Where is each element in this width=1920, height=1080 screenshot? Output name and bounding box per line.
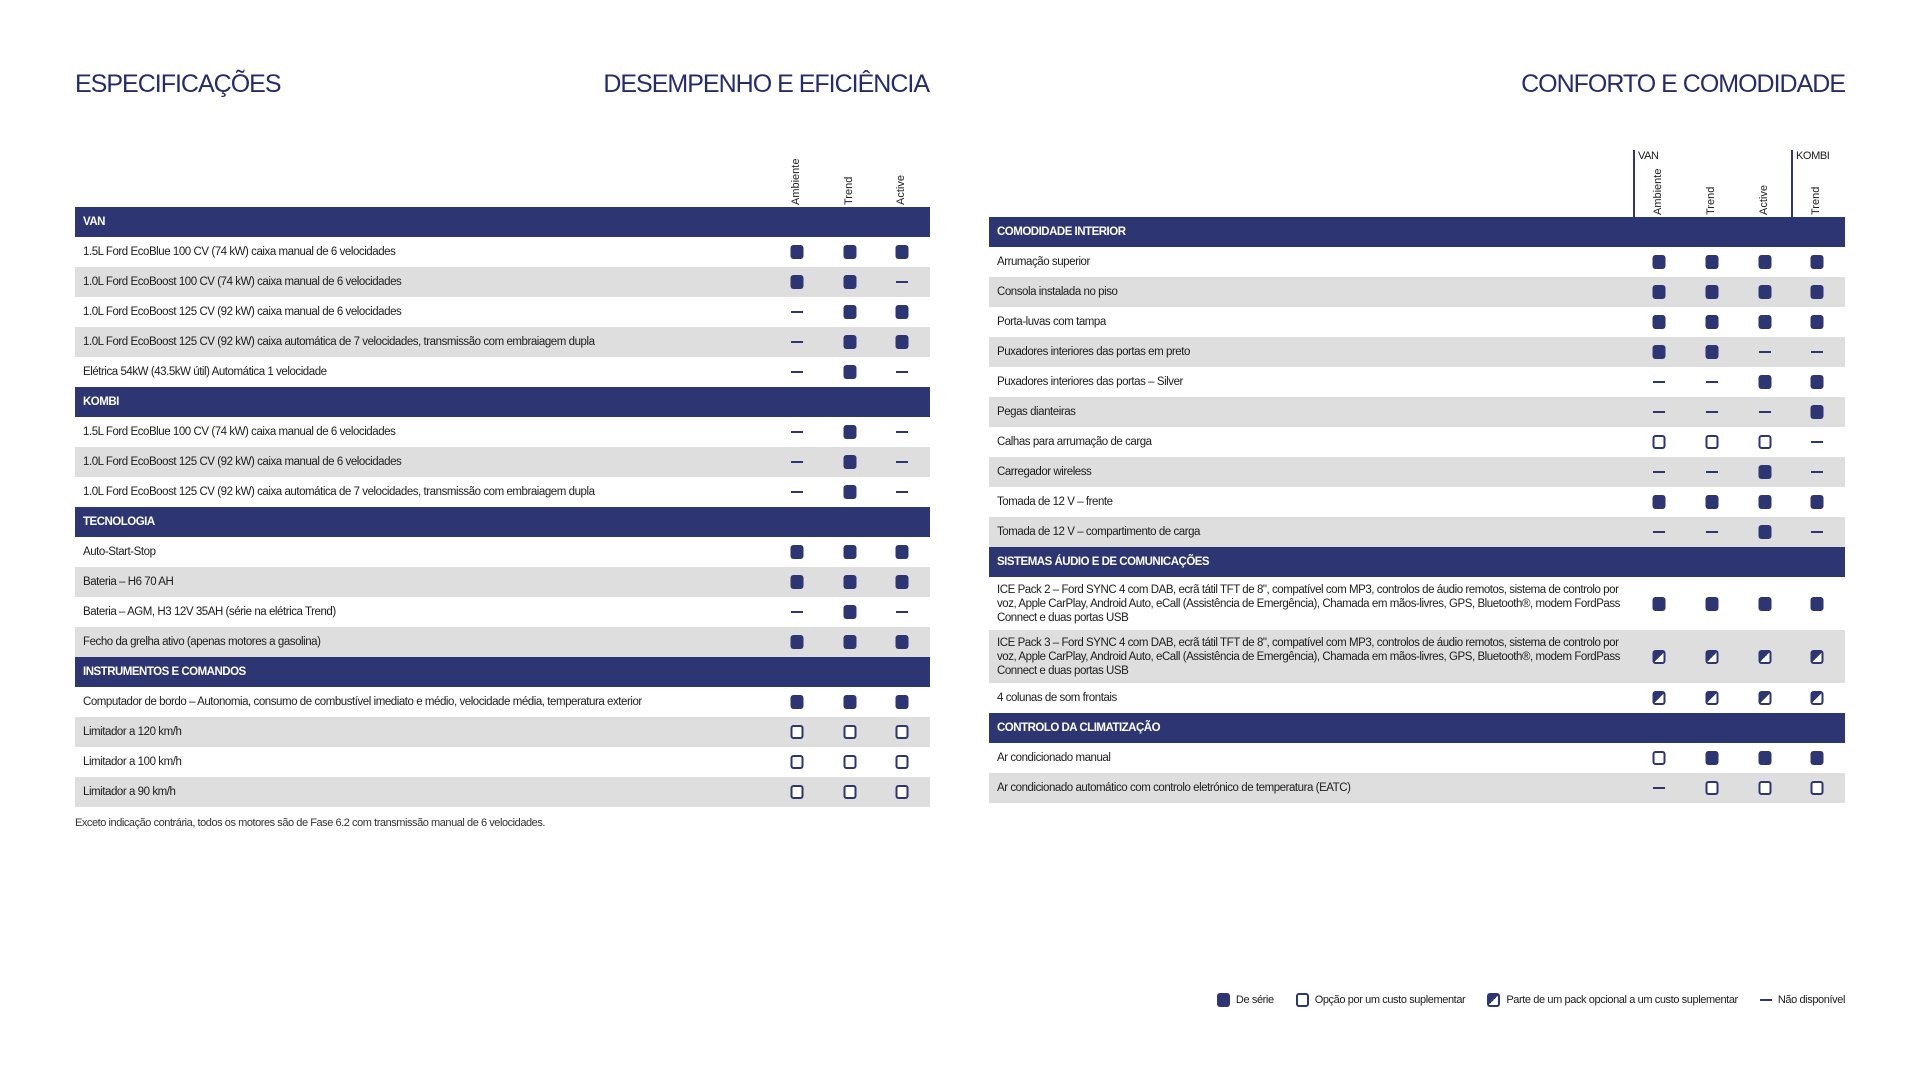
standard-filled-square-icon [1811, 375, 1824, 389]
not-available-dash-icon [1811, 531, 1823, 533]
table-row [75, 447, 930, 477]
standard-filled-square-icon [844, 425, 857, 439]
section-header: KOMBI [75, 387, 930, 417]
table-row [75, 477, 930, 507]
optional-empty-square-icon [791, 755, 804, 769]
not-available-dash-icon [791, 461, 803, 463]
standard-filled-square-icon [791, 245, 804, 259]
optional-empty-square-icon [896, 725, 909, 739]
not-available-dash-icon [1653, 531, 1665, 533]
not-available-dash-icon [1706, 471, 1718, 473]
table-row [75, 537, 930, 567]
legend-item [1487, 993, 1738, 1007]
row-label: Elétrica 54kW (43.5kW útil) Automática 1 velocidade [83, 366, 327, 378]
not-available-dash-icon [1653, 411, 1665, 413]
standard-filled-square-icon [1811, 315, 1824, 329]
optional-empty-square-icon [896, 785, 909, 799]
optional-empty-square-icon [896, 755, 909, 769]
table-row [989, 457, 1845, 487]
row-label: 1.0L Ford EcoBoost 100 CV (74 kW) caixa manual de 6 velocidades [83, 276, 402, 288]
standard-filled-square-icon [1706, 315, 1719, 329]
row-label: Porta-luvas com tampa [997, 316, 1106, 328]
row-label: Auto-Start-Stop [83, 546, 156, 558]
optional-empty-square-icon [1653, 751, 1666, 765]
standard-filled-square-icon [1759, 525, 1772, 539]
pack-half-square-icon [1653, 691, 1666, 705]
legend-label: Parte de um pack opcional a um custo suplementar [1506, 994, 1738, 1006]
not-available-dash-icon [896, 611, 908, 613]
pack-half-square-icon [1759, 650, 1772, 664]
standard-filled-square-icon [1706, 255, 1719, 269]
legend-label: Não disponível [1777, 994, 1845, 1006]
not-available-dash-icon [1706, 531, 1718, 533]
standard-filled-square-icon [1653, 597, 1666, 611]
row-label: 1.5L Ford EcoBlue 100 CV (74 kW) caixa manual de 6 velocidades [83, 426, 396, 438]
row-label: Ar condicionado manual [997, 752, 1111, 764]
not-available-dash-icon [1811, 351, 1823, 353]
not-available-dash-icon [791, 341, 803, 343]
comfort-spec-table [989, 217, 1845, 803]
not-available-dash-icon [896, 281, 908, 283]
standard-filled-square-icon [1759, 285, 1772, 299]
standard-filled-square-icon [1706, 597, 1719, 611]
table-row [989, 630, 1845, 683]
not-available-dash-icon [1759, 351, 1771, 353]
row-label: Tomada de 12 V – frente [997, 496, 1113, 508]
pack-half-square-icon [1706, 691, 1719, 705]
section-title-conforto: CONFORTO E COMODIDADE [1521, 70, 1845, 98]
table-row [989, 307, 1845, 337]
not-available-dash-icon [791, 371, 803, 373]
row-label: Consola instalada no piso [997, 286, 1118, 298]
column-group-van: VAN [1633, 150, 1659, 217]
column-header-trend: Trend [843, 176, 855, 205]
row-label: Limitador a 100 km/h [83, 756, 182, 768]
standard-filled-square-icon [1759, 315, 1772, 329]
standard-filled-square-icon [791, 695, 804, 709]
table-row [75, 327, 930, 357]
column-header-trend: Trend [1810, 186, 1822, 215]
standard-filled-square-icon [1653, 285, 1666, 299]
row-label: ICE Pack 3 – Ford SYNC 4 com DAB, ecrã tátil TFT de 8", compatível com MP3, controlos de áudio remotos, sistema de controlo por voz, Apple CarPlay, Android Auto, eCall (Assistência de Emergência), Chamada em mãos-livres, GPS, Bluetooth®, modem FordPass Connect e duas portas USB [997, 636, 1620, 677]
row-label: Fecho da grelha ativo (apenas motores a gasolina) [83, 636, 321, 648]
pack-half-square-icon [1759, 691, 1772, 705]
standard-filled-square-icon [844, 275, 857, 289]
row-label: 1.0L Ford EcoBoost 125 CV (92 kW) caixa automática de 7 velocidades, transmissão com embraiagem dupla [83, 336, 595, 348]
standard-filled-square-icon [844, 245, 857, 259]
row-label: Computador de bordo – Autonomia, consumo de combustível imediato e médio, velocidade média, temperatura exterior [83, 696, 642, 708]
row-label: 1.5L Ford EcoBlue 100 CV (74 kW) caixa manual de 6 velocidades [83, 246, 396, 258]
section-header: COMODIDADE INTERIOR [989, 217, 1845, 247]
row-label: Limitador a 120 km/h [83, 726, 182, 738]
standard-filled-square-icon [1811, 405, 1824, 419]
row-label: Limitador a 90 km/h [83, 786, 176, 798]
standard-filled-square-icon [844, 485, 857, 499]
table-row [75, 747, 930, 777]
table-row [989, 367, 1845, 397]
column-header-ambiente: Ambiente [1652, 168, 1664, 215]
column-group-kombi: KOMBI [1791, 150, 1829, 217]
standard-filled-square-icon [791, 545, 804, 559]
legend [1203, 993, 1845, 1007]
not-available-dash-icon [1653, 787, 1665, 789]
standard-filled-square-icon [844, 605, 857, 619]
table-row [989, 427, 1845, 457]
table-row [75, 717, 930, 747]
standard-filled-square-icon [1706, 345, 1719, 359]
standard-filled-square-icon [896, 575, 909, 589]
row-label: Arrumação superior [997, 256, 1090, 268]
standard-filled-square-icon [1653, 315, 1666, 329]
not-available-dash-icon [1811, 441, 1823, 443]
not-available-dash-icon [896, 371, 908, 373]
optional-empty-square-icon [1759, 435, 1772, 449]
standard-filled-square-icon [1706, 751, 1719, 765]
standard-filled-square-icon [1759, 597, 1772, 611]
table-row [989, 577, 1845, 630]
standard-filled-square-icon [844, 335, 857, 349]
standard-filled-square-icon [896, 695, 909, 709]
column-header-trend: Trend [1705, 186, 1717, 215]
column-header-active: Active [1758, 185, 1770, 215]
standard-filled-square-icon [844, 575, 857, 589]
legend-item [1760, 994, 1845, 1006]
table-row [989, 517, 1845, 547]
section-header: SISTEMAS ÁUDIO E DE COMUNICAÇÕES [989, 547, 1845, 577]
column-header-active: Active [895, 175, 907, 205]
standard-filled-square-icon [1811, 751, 1824, 765]
section-header: INSTRUMENTOS E COMANDOS [75, 657, 930, 687]
standard-filled-square-icon [791, 635, 804, 649]
not-available-dash-icon [896, 461, 908, 463]
row-label: Puxadores interiores das portas – Silver [997, 376, 1183, 388]
pack-half-square-icon [1487, 993, 1500, 1007]
page-title-especificacoes: ESPECIFICAÇÕES [75, 70, 281, 98]
standard-filled-square-icon [1759, 751, 1772, 765]
legend-label: De série [1235, 994, 1274, 1006]
standard-filled-square-icon [896, 245, 909, 259]
table-row [75, 357, 930, 387]
row-label: 1.0L Ford EcoBoost 125 CV (92 kW) caixa manual de 6 velocidades [83, 456, 402, 468]
optional-empty-square-icon [1706, 435, 1719, 449]
standard-filled-square-icon [1759, 255, 1772, 269]
table-row [75, 567, 930, 597]
row-label: Carregador wireless [997, 466, 1092, 478]
standard-filled-square-icon [1759, 375, 1772, 389]
not-available-dash-icon [1706, 381, 1718, 383]
optional-empty-square-icon [844, 725, 857, 739]
standard-filled-square-icon [1653, 255, 1666, 269]
standard-filled-square-icon [791, 275, 804, 289]
not-available-dash-icon [1706, 411, 1718, 413]
row-label: 1.0L Ford EcoBoost 125 CV (92 kW) caixa automática de 7 velocidades, transmissão com embraiagem dupla [83, 486, 595, 498]
not-available-dash-icon [1811, 471, 1823, 473]
legend-item [1296, 993, 1466, 1007]
pack-half-square-icon [1811, 691, 1824, 705]
not-available-dash-icon [1653, 471, 1665, 473]
standard-filled-square-icon [1811, 597, 1824, 611]
performance-spec-table [75, 207, 930, 807]
table-row [989, 247, 1845, 277]
standard-filled-square-icon [1653, 495, 1666, 509]
row-label: Tomada de 12 V – compartimento de carga [997, 526, 1200, 538]
standard-filled-square-icon [844, 455, 857, 469]
standard-filled-square-icon [844, 305, 857, 319]
standard-filled-square-icon [1706, 495, 1719, 509]
pack-half-square-icon [1811, 650, 1824, 664]
not-available-dash-icon [896, 491, 908, 493]
standard-filled-square-icon [1811, 495, 1824, 509]
table-row [989, 277, 1845, 307]
row-label: Pegas dianteiras [997, 406, 1076, 418]
standard-filled-square-icon [844, 545, 857, 559]
row-label: Bateria – AGM, H3 12V 35AH (série na elétrica Trend) [83, 606, 336, 618]
legend-item [1217, 993, 1274, 1007]
not-available-dash-icon [791, 611, 803, 613]
not-available-dash-icon [791, 491, 803, 493]
pack-half-square-icon [1706, 650, 1719, 664]
optional-empty-square-icon [1706, 781, 1719, 795]
not-available-dash-icon [1759, 411, 1771, 413]
optional-empty-square-icon [844, 755, 857, 769]
standard-filled-square-icon [1653, 345, 1666, 359]
not-available-dash-icon [791, 311, 803, 313]
row-label: Puxadores interiores das portas em preto [997, 346, 1190, 358]
table-row [75, 597, 930, 627]
standard-filled-square-icon [1811, 255, 1824, 269]
optional-empty-square-icon [1653, 435, 1666, 449]
table-row [75, 297, 930, 327]
standard-filled-square-icon [896, 545, 909, 559]
standard-filled-square-icon [791, 575, 804, 589]
column-header-ambiente: Ambiente [790, 158, 802, 205]
row-label: Ar condicionado automático com controlo eletrónico de temperatura (EATC) [997, 782, 1351, 794]
standard-filled-square-icon [896, 305, 909, 319]
table-row [75, 687, 930, 717]
optional-empty-square-icon [791, 785, 804, 799]
standard-filled-square-icon [844, 365, 857, 379]
table-row [989, 743, 1845, 773]
standard-filled-square-icon [844, 695, 857, 709]
table-row [75, 267, 930, 297]
standard-filled-square-icon [1706, 285, 1719, 299]
not-available-dash-icon [1760, 999, 1772, 1001]
row-label: ICE Pack 2 – Ford SYNC 4 com DAB, ecrã tátil TFT de 8", compatível com MP3, controlos de áudio remotos, sistema de controlo por voz, Apple CarPlay, Android Auto, eCall (Assistência de Emergência), Chamada em mãos-livres, GPS, Bluetooth®, modem FordPass Connect e duas portas USB [997, 583, 1620, 624]
table-row [989, 487, 1845, 517]
standard-filled-square-icon [844, 635, 857, 649]
legend-label: Opção por um custo suplementar [1314, 994, 1466, 1006]
optional-empty-square-icon [1296, 993, 1309, 1007]
table-row [989, 773, 1845, 803]
section-header: TECNOLOGIA [75, 507, 930, 537]
standard-filled-square-icon [1759, 495, 1772, 509]
section-header: CONTROLO DA CLIMATIZAÇÃO [989, 713, 1845, 743]
pack-half-square-icon [1653, 650, 1666, 664]
row-label: Calhas para arrumação de carga [997, 436, 1152, 448]
optional-empty-square-icon [791, 725, 804, 739]
table-row [989, 397, 1845, 427]
table-row [75, 417, 930, 447]
table-row [989, 337, 1845, 367]
standard-filled-square-icon [1759, 465, 1772, 479]
standard-filled-square-icon [1811, 285, 1824, 299]
not-available-dash-icon [1653, 381, 1665, 383]
section-title-desempenho: DESEMPENHO E EFICIÊNCIA [603, 70, 929, 98]
optional-empty-square-icon [844, 785, 857, 799]
table-row [75, 627, 930, 657]
table-row [989, 683, 1845, 713]
not-available-dash-icon [896, 431, 908, 433]
standard-filled-square-icon [896, 635, 909, 649]
row-label: Bateria – H6 70 AH [83, 576, 174, 588]
standard-filled-square-icon [896, 335, 909, 349]
footnote: Exceto indicação contrária, todos os motores são de Fase 6.2 com transmissão manual de 6 velocidades. [75, 817, 545, 829]
table-row [75, 777, 930, 807]
standard-filled-square-icon [1217, 993, 1230, 1007]
optional-empty-square-icon [1759, 781, 1772, 795]
section-header: VAN [75, 207, 930, 237]
table-row [75, 237, 930, 267]
row-label: 1.0L Ford EcoBoost 125 CV (92 kW) caixa manual de 6 velocidades [83, 306, 402, 318]
not-available-dash-icon [791, 431, 803, 433]
optional-empty-square-icon [1811, 781, 1824, 795]
row-label: 4 colunas de som frontais [997, 692, 1117, 704]
